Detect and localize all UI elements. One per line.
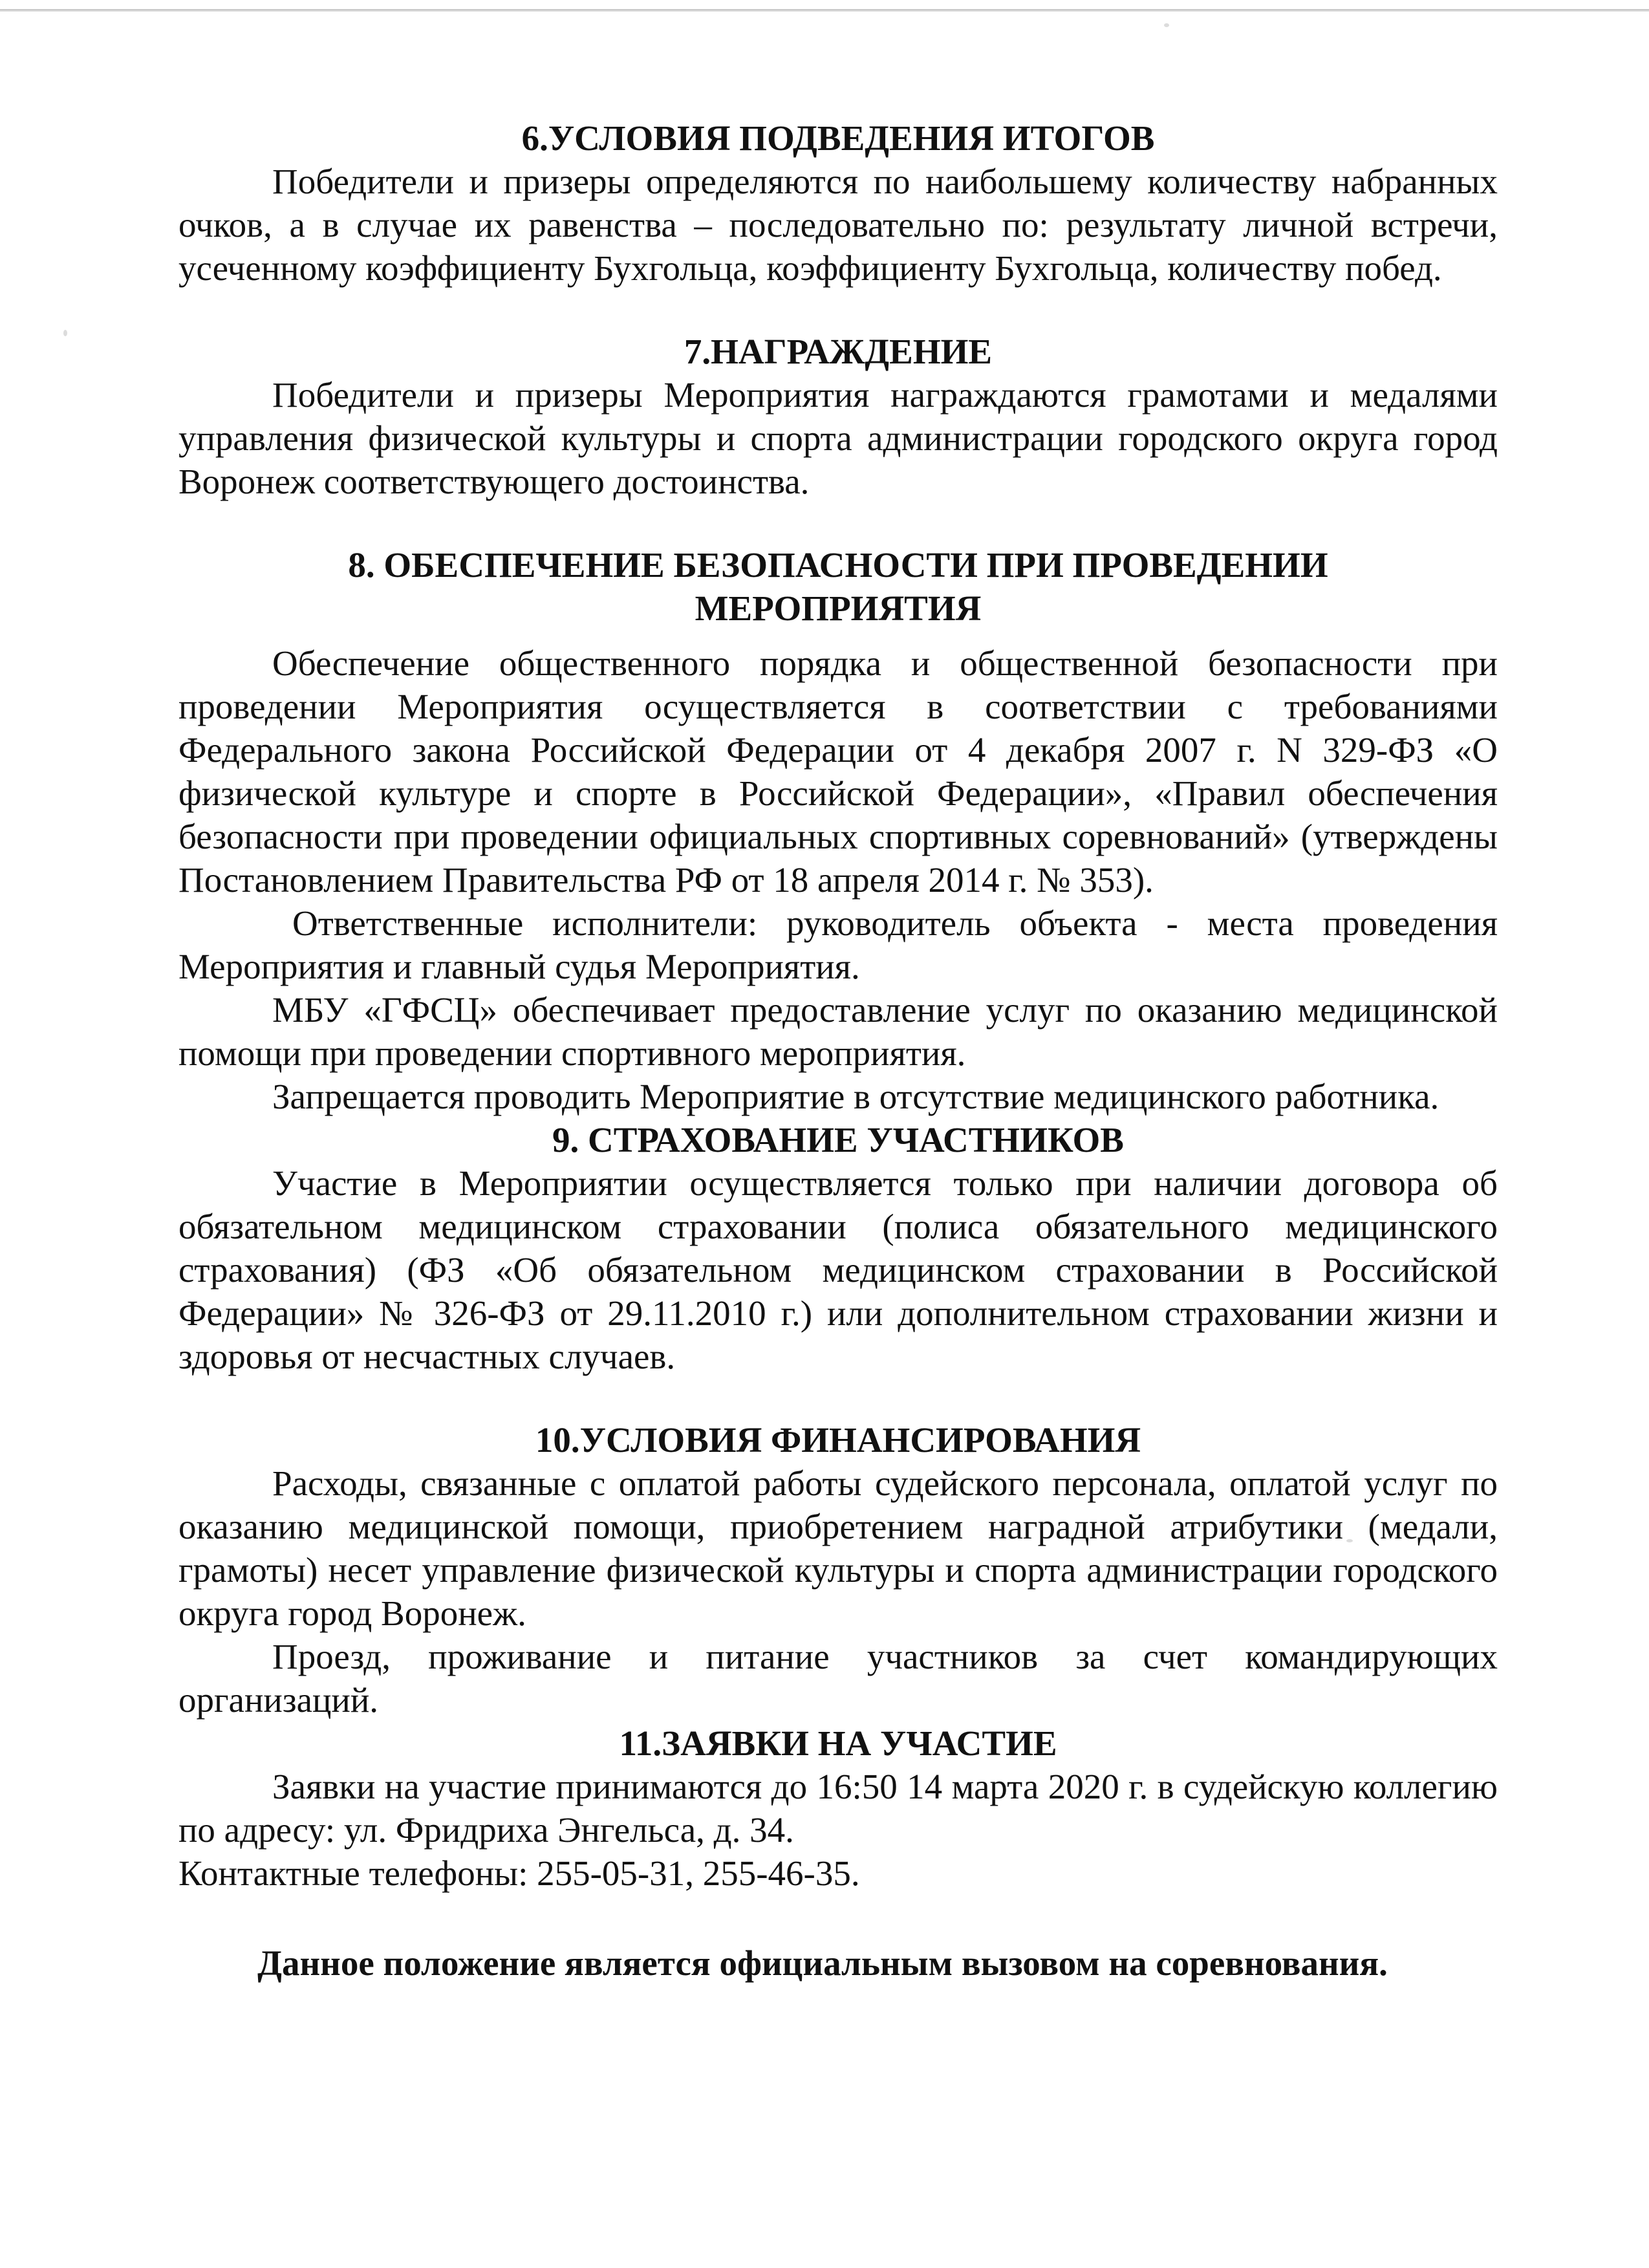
section-8-title-line-1: 8. ОБЕСПЕЧЕНИЕ БЕЗОПАСНОСТИ ПРИ ПРОВЕДЕНИИ: [348, 545, 1328, 585]
section-11-paragraph: Заявки на участие принимаются до 16:50 14 марта 2020 г. в судейскую коллегию по адресу: ул. Фридриха Энгельса, д. 34.: [178, 1767, 1498, 1850]
section-11-title: 11.ЗАЯВКИ НА УЧАСТИЕ: [619, 1723, 1057, 1763]
section-8-paragraph-2: Ответственные исполнители: руководитель объекта - места проведения Мероприятия и главный судья Мероприятия.: [178, 903, 1498, 986]
closing-statement: Данное положение является официальным вызовом на соревнования.: [257, 1943, 1388, 1983]
section-6-paragraph: Победители и призеры определяются по наибольшему количеству набранных очков, а в случае их равенства – последовательно по: результату личной встречи, усеченному коэффициенту Бухгольца, коэффициенту Бухгольца, количеству побед.: [178, 162, 1498, 288]
section-8-paragraph-1: Обеспечение общественного порядка и общественной безопасности при проведении Мероприятия осуществляется в соответствии с требованиями Федерального закона Российской Федерации от 4 декабря 2007 г. N 329-ФЗ «О физической культуре и спорте в Российской Федерации», «Правил обеспечения безопасности при проведении официальных спортивных соревнований» (утверждены Постановлением Правительства РФ от 18 апреля 2014 г. № 353).: [178, 643, 1498, 900]
section-10-title: 10.УСЛОВИЯ ФИНАНСИРОВАНИЯ: [535, 1420, 1141, 1460]
section-9-title: 9. СТРАХОВАНИЕ УЧАСТНИКОВ: [552, 1120, 1124, 1160]
section-8-title-line-2: МЕРОПРИЯТИЯ: [695, 589, 982, 628]
scan-speck: [63, 330, 67, 336]
section-8-paragraph-3: МБУ «ГФСЦ» обеспечивает предоставление услуг по оказанию медицинской помощи при проведении спортивного мероприятия.: [178, 990, 1498, 1073]
document-page: [178, 116, 1498, 1985]
scan-speck: [1164, 23, 1169, 27]
section-7-title: 7.НАГРАЖДЕНИЕ: [684, 332, 993, 371]
section-7-paragraph: Победители и призеры Мероприятия награждаются грамотами и медалями управления физической культуры и спорта администрации городского округа город Воронеж соответствующего достоинства.: [178, 375, 1498, 501]
scan-edge-line: [0, 9, 1649, 12]
section-9-paragraph: Участие в Мероприятии осуществляется только при наличии договора об обязательном медицинском страховании (полиса обязательного медицинского страхования) (ФЗ «Об обязательном медицинском страховании в Российской Федерации» № 326-ФЗ от 29.11.2010 г.) или дополнительном страховании жизни и здоровья от несчастных случаев.: [178, 1163, 1498, 1376]
section-10-paragraph-1: Расходы, связанные с оплатой работы судейского персонала, оплатой услуг по оказанию медицинской помощи, приобретением наградной атрибутики (медали, грамоты) несет управление физической культуры и спорта администрации городского округа город Воронеж.: [178, 1463, 1498, 1633]
section-10-paragraph-2: Проезд, проживание и питание участников за счет командирующих организаций.: [178, 1637, 1498, 1720]
section-6-title: 6.УСЛОВИЯ ПОДВЕДЕНИЯ ИТОГОВ: [521, 118, 1155, 158]
contact-phones: Контактные телефоны: 255-05-31, 255-46-35.: [178, 1853, 860, 1893]
section-8-paragraph-4: Запрещается проводить Мероприятие в отсутствие медицинского работника.: [272, 1077, 1439, 1116]
